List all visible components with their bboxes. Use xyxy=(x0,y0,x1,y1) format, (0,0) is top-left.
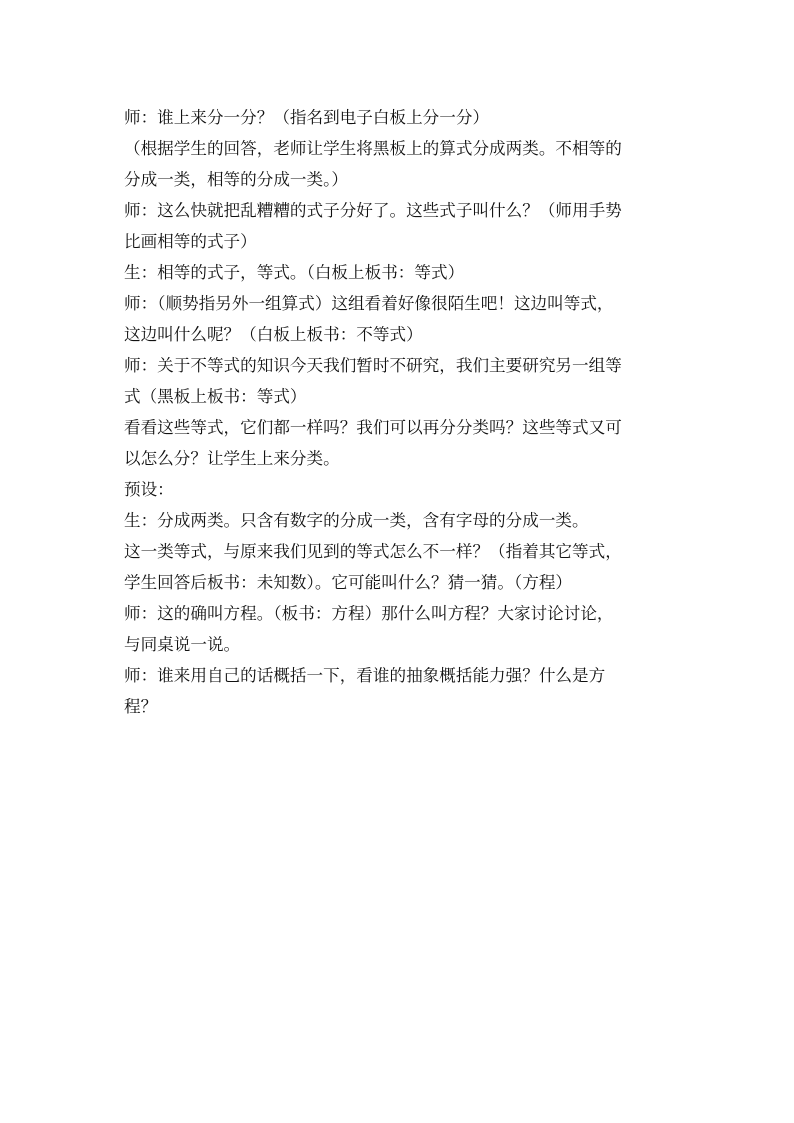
text-line: 程？ xyxy=(124,697,158,716)
text-line: 师：关于不等式的知识今天我们暂时不研究，我们主要研究另一组等 xyxy=(124,356,622,375)
text-line: 师：谁上来分一分？（指名到电子白板上分一分） xyxy=(124,108,490,127)
text-line: 师：（顺势指另外一组算式）这组看着好像很陌生吧！这边叫等式， xyxy=(124,294,614,313)
text-line: 这一类等式，与原来我们见到的等式怎么不一样？（指着其它等式， xyxy=(124,542,622,561)
text-line: 看看这些等式，它们都一样吗？我们可以再分分类吗？这些等式又可 xyxy=(124,418,622,437)
text-line: 师：这的确叫方程。（板书：方程）那什么叫方程？大家讨论讨论， xyxy=(124,604,614,623)
text-line: 分成一类，相等的分成一类。） xyxy=(124,170,349,189)
text-line: 学生回答后板书：未知数）。它可能叫什么？猜一猜。（方程） xyxy=(124,573,573,592)
text-line: 生：分成两类。只含有数字的分成一类，含有字母的分成一类。 xyxy=(124,511,589,530)
text-line: 预设： xyxy=(124,480,174,499)
document-body xyxy=(124,102,672,722)
text-line: 比画相等的式子） xyxy=(124,232,257,251)
text-line: 这边叫什么呢？（白板上板书：不等式） xyxy=(124,325,423,344)
text-line: 式（黑板上板书：等式） xyxy=(124,387,307,406)
text-line: 生：相等的式子，等式。（白板上板书：等式） xyxy=(124,263,465,282)
text-line: 师：这么快就把乱糟糟的式子分好了。这些式子叫什么？（师用手势 xyxy=(124,201,622,220)
text-line: 师：谁来用自己的话概括一下，看谁的抽象概括能力强？什么是方 xyxy=(124,666,606,685)
text-line: （根据学生的回答，老师让学生将黑板上的算式分成两类。不相等的 xyxy=(124,139,622,158)
text-line: 以怎么分？让学生上来分类。 xyxy=(124,449,340,468)
text-line: 与同桌说一说。 xyxy=(124,635,241,654)
